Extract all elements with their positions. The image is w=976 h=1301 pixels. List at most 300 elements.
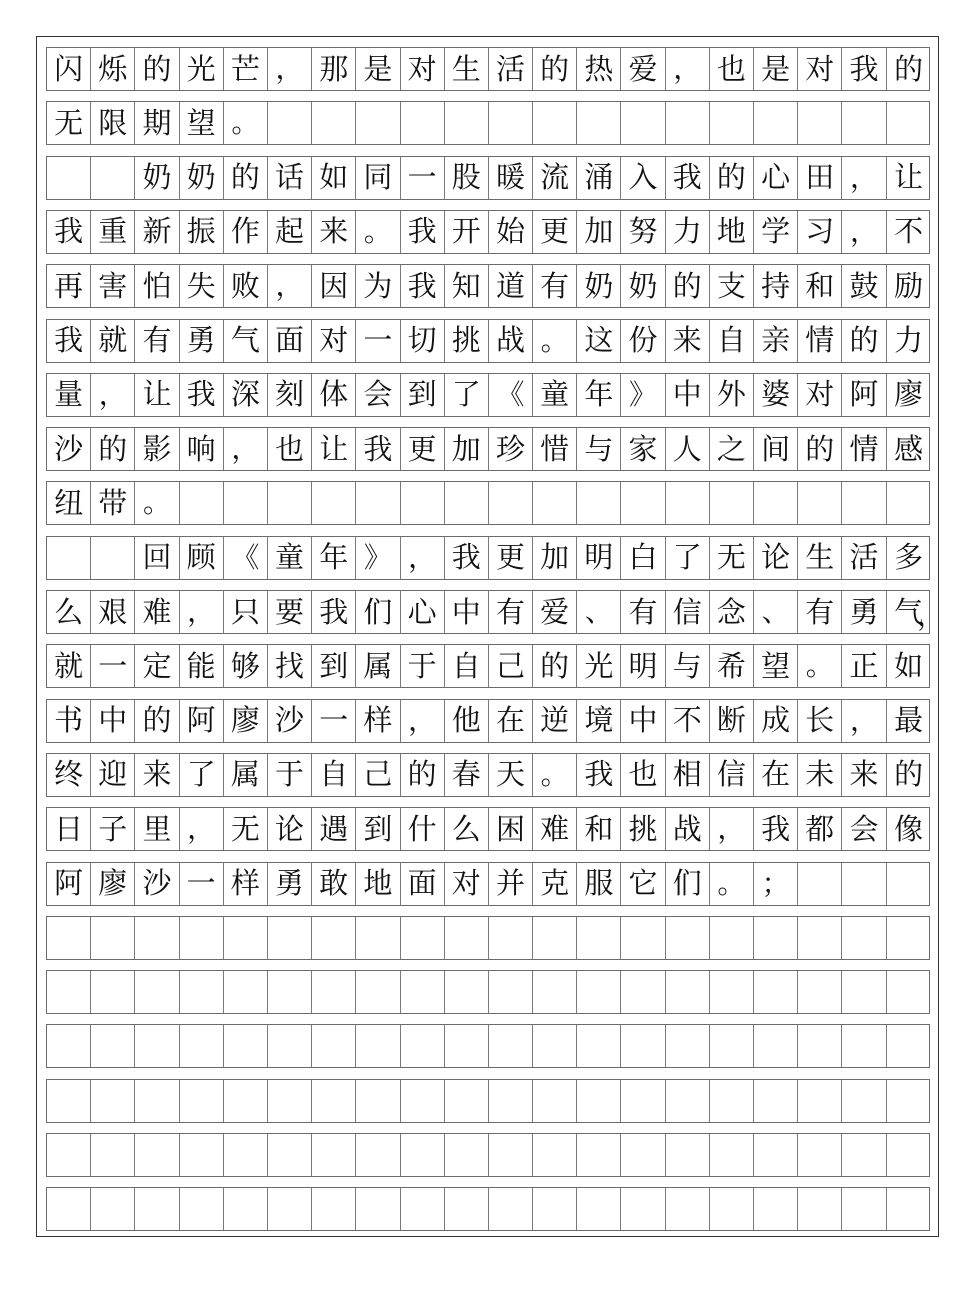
grid-cell [445, 1025, 489, 1067]
grid-cell: 属 [356, 645, 400, 687]
grid-cell [710, 482, 754, 524]
grid-cell: 、 [577, 591, 621, 633]
grid-cell: 珍 [489, 428, 533, 470]
grid-cell: 他 [445, 700, 489, 742]
grid-cell: 为 [356, 265, 400, 307]
grid-cell [489, 102, 533, 144]
grid-cell: 终 [47, 754, 91, 796]
grid-cell [666, 102, 710, 144]
grid-cell: 我 [401, 265, 445, 307]
grid-cell: 感 [894, 431, 924, 466]
grid-cell: 和 [798, 265, 842, 307]
grid-cell: 在 [754, 754, 798, 796]
grid-cell: 有 [135, 320, 179, 362]
grid-cell [842, 102, 886, 144]
grid-cell [135, 917, 179, 959]
grid-cell [445, 1188, 489, 1230]
grid-cell: 奶 [577, 265, 621, 307]
grid-cell: 的 [533, 48, 577, 90]
grid-cell: 更 [533, 211, 577, 253]
grid-cell [666, 1025, 710, 1067]
grid-cell [754, 102, 798, 144]
grid-cell [754, 1134, 798, 1176]
grid-cell: 努 [621, 211, 665, 253]
grid-cell [180, 1134, 224, 1176]
grid-cell [489, 971, 533, 1013]
grid-row [46, 699, 930, 743]
grid-cell [577, 971, 621, 1013]
grid-cell [135, 1134, 179, 1176]
grid-cell: 什 [401, 808, 445, 850]
grid-cell: 明 [621, 645, 665, 687]
grid-cell: 属 [224, 754, 268, 796]
grid-cell: 会 [356, 374, 400, 416]
grid-cell: 一 [91, 645, 135, 687]
grid-cell: 怕 [135, 265, 179, 307]
grid-cell: 学 [754, 211, 798, 253]
grid-row [46, 970, 930, 1014]
grid-cell: 惜 [533, 428, 577, 470]
grid-cell: 到 [356, 808, 400, 850]
grid-cell [489, 1134, 533, 1176]
grid-cell: 会 [842, 808, 886, 850]
grid-cell: 失 [180, 265, 224, 307]
grid-cell [47, 1080, 91, 1122]
grid-cell: 就 [47, 645, 91, 687]
grid-cell: 我 [842, 48, 886, 90]
grid-cell: 纽 [47, 482, 91, 524]
grid-cell: 无 [47, 102, 91, 144]
grid-cell: 如 [894, 648, 924, 683]
grid-cell [180, 1188, 224, 1230]
grid-cell: 。 [533, 320, 577, 362]
grid-cell: 爱 [621, 48, 665, 90]
grid-cell [489, 1080, 533, 1122]
grid-cell: 深 [224, 374, 268, 416]
grid-cell [533, 971, 577, 1013]
grid-cell: 迎 [91, 754, 135, 796]
grid-cell: 它 [621, 863, 665, 905]
grid-cell: 望 [754, 645, 798, 687]
grid-cell: 廖 [91, 863, 135, 905]
grid-cell: 与 [666, 645, 710, 687]
grid-cell: 长 [798, 700, 842, 742]
grid-cell: 》 [621, 374, 665, 416]
grid-cell [445, 482, 489, 524]
grid-cell: ， [401, 700, 445, 742]
grid-cell [312, 1188, 356, 1230]
grid-cell: 童 [268, 537, 312, 579]
grid-cell: 明 [577, 537, 621, 579]
grid-cell [312, 1134, 356, 1176]
grid-cell: 我 [666, 157, 710, 199]
grid-cell [577, 102, 621, 144]
grid-cell: 自 [710, 320, 754, 362]
grid-cell: 败 [224, 265, 268, 307]
grid-cell [91, 971, 135, 1013]
grid-cell: 来 [666, 320, 710, 362]
grid-cell [445, 1080, 489, 1122]
grid-cell: 的 [91, 428, 135, 470]
grid-cell: 在 [489, 700, 533, 742]
grid-cell: 更 [401, 428, 445, 470]
grid-cell [710, 1134, 754, 1176]
grid-cell: 励 [894, 268, 924, 303]
grid-cell: 正 [842, 645, 886, 687]
grid-cell [489, 1025, 533, 1067]
grid-cell: 地 [356, 863, 400, 905]
grid-cell [91, 537, 135, 579]
grid-cell [180, 1080, 224, 1122]
grid-cell: 作 [224, 211, 268, 253]
grid-cell: 振 [180, 211, 224, 253]
grid-cell [312, 971, 356, 1013]
grid-cell: 于 [268, 754, 312, 796]
grid-cell: 的 [894, 757, 924, 792]
grid-cell: 遇 [312, 808, 356, 850]
grid-cell [224, 917, 268, 959]
grid-row [46, 319, 930, 363]
grid-cell [533, 102, 577, 144]
grid-cell [533, 1188, 577, 1230]
grid-cell: 我 [312, 591, 356, 633]
grid-cell [621, 1025, 665, 1067]
grid-row [46, 481, 930, 525]
grid-cell: 沙 [268, 700, 312, 742]
grid-cell: 始 [489, 211, 533, 253]
grid-cell: 样 [356, 700, 400, 742]
grid-cell [577, 1188, 621, 1230]
grid-cell: 能 [180, 645, 224, 687]
grid-cell: 望 [180, 102, 224, 144]
grid-cell [577, 482, 621, 524]
grid-cell [798, 1080, 842, 1122]
grid-cell: 鼓 [842, 265, 886, 307]
grid-cell: 涌 [577, 157, 621, 199]
grid-cell [887, 1134, 931, 1176]
grid-cell [356, 482, 400, 524]
grid-cell: 对 [798, 48, 842, 90]
grid-cell [710, 1188, 754, 1230]
grid-cell [798, 1188, 842, 1230]
grid-cell [577, 917, 621, 959]
grid-cell: 重 [91, 211, 135, 253]
grid-cell: 对 [401, 48, 445, 90]
grid-cell [312, 482, 356, 524]
grid-row [46, 753, 930, 797]
grid-cell [224, 482, 268, 524]
grid-cell: 了 [445, 374, 489, 416]
grid-cell [577, 1080, 621, 1122]
grid-cell: 念 [710, 591, 754, 633]
grid-cell: 我 [577, 754, 621, 796]
grid-cell [798, 102, 842, 144]
grid-cell: 来 [312, 211, 356, 253]
grid-cell: 廖 [224, 700, 268, 742]
grid-cell: 话 [268, 157, 312, 199]
grid-cell: 困 [489, 808, 533, 850]
grid-cell: 信 [666, 591, 710, 633]
grid-cell: 。 [533, 754, 577, 796]
grid-cell: 勇 [268, 863, 312, 905]
grid-cell: 新 [135, 211, 179, 253]
grid-cell: 难 [533, 808, 577, 850]
grid-cell: 田 [798, 157, 842, 199]
grid-cell: 加 [445, 428, 489, 470]
grid-cell: 一 [356, 320, 400, 362]
grid-cell: 信 [710, 754, 754, 796]
grid-cell: 是 [754, 48, 798, 90]
grid-cell [180, 917, 224, 959]
grid-cell: 害 [91, 265, 135, 307]
grid-cell [533, 1134, 577, 1176]
grid-cell [887, 1080, 931, 1122]
grid-cell: 支 [710, 265, 754, 307]
grid-cell [887, 917, 931, 959]
grid-cell [180, 1025, 224, 1067]
grid-cell [798, 1025, 842, 1067]
grid-cell [135, 1188, 179, 1230]
grid-cell: 的 [135, 48, 179, 90]
grid-cell [533, 1025, 577, 1067]
grid-cell: 都 [798, 808, 842, 850]
grid-cell [312, 1080, 356, 1122]
grid-cell: 对 [445, 863, 489, 905]
grid-cell: 更 [489, 537, 533, 579]
grid-cell: 的 [135, 700, 179, 742]
grid-cell: 亲 [754, 320, 798, 362]
grid-cell: ， [842, 157, 886, 199]
grid-cell: 了 [180, 754, 224, 796]
margin-punctuation: ， [917, 599, 946, 632]
grid-cell: 服 [577, 863, 621, 905]
grid-cell [887, 102, 931, 144]
grid-cell: 对 [312, 320, 356, 362]
grid-cell: 对 [798, 374, 842, 416]
grid-cell [754, 482, 798, 524]
grid-cell: 们 [666, 863, 710, 905]
grid-cell: 。 [356, 211, 400, 253]
grid-cell: 了 [666, 537, 710, 579]
grid-cell: 心 [754, 157, 798, 199]
grid-cell: 战 [666, 808, 710, 850]
grid-cell: 是 [356, 48, 400, 90]
grid-cell: 加 [533, 537, 577, 579]
grid-row [46, 644, 930, 688]
grid-row [46, 373, 930, 417]
grid-cell: 找 [268, 645, 312, 687]
grid-cell: 知 [445, 265, 489, 307]
grid-cell: 奶 [180, 157, 224, 199]
grid-cell: 起 [268, 211, 312, 253]
grid-cell [268, 917, 312, 959]
grid-cell: 人 [666, 428, 710, 470]
grid-cell: 无 [224, 808, 268, 850]
grid-cell: 己 [356, 754, 400, 796]
grid-cell: 回 [135, 537, 179, 579]
grid-cell: 无 [710, 537, 754, 579]
grid-cell: 论 [754, 537, 798, 579]
grid-cell [842, 1134, 886, 1176]
grid-row [46, 427, 930, 471]
grid-row [46, 807, 930, 851]
grid-cell: 让 [894, 160, 924, 195]
grid-cell: 地 [710, 211, 754, 253]
grid-cell [224, 1134, 268, 1176]
grid-cell [710, 1080, 754, 1122]
grid-cell [445, 917, 489, 959]
grid-cell: ， [268, 48, 312, 90]
grid-cell: 芒 [224, 48, 268, 90]
grid-cell [621, 1188, 665, 1230]
grid-cell: 间 [754, 428, 798, 470]
grid-cell: 如 [312, 157, 356, 199]
grid-cell: 切 [401, 320, 445, 362]
grid-cell: 有 [798, 591, 842, 633]
grid-cell: 也 [710, 48, 754, 90]
grid-cell: ， [268, 265, 312, 307]
grid-cell: 就 [91, 320, 135, 362]
grid-cell [621, 1080, 665, 1122]
grid-cell: 带 [91, 482, 135, 524]
grid-cell [533, 1080, 577, 1122]
grid-cell: 这 [577, 320, 621, 362]
grid-cell: 来 [135, 754, 179, 796]
grid-cell [268, 1134, 312, 1176]
grid-cell: 年 [312, 537, 356, 579]
grid-cell [356, 102, 400, 144]
grid-cell [224, 1188, 268, 1230]
grid-cell: 面 [268, 320, 312, 362]
grid-cell: 气 [894, 594, 924, 629]
grid-cell [710, 1025, 754, 1067]
grid-cell: 敢 [312, 863, 356, 905]
grid-cell: 我 [445, 537, 489, 579]
grid-cell: 断 [710, 700, 754, 742]
grid-cell [268, 1025, 312, 1067]
grid-cell: 活 [842, 537, 886, 579]
grid-cell: 面 [401, 863, 445, 905]
grid-cell: 己 [489, 645, 533, 687]
grid-cell [533, 482, 577, 524]
grid-cell [268, 102, 312, 144]
grid-cell: 像 [894, 811, 924, 846]
grid-cell [489, 482, 533, 524]
grid-cell: 外 [710, 374, 754, 416]
grid-cell: 的 [710, 157, 754, 199]
grid-cell: 、 [754, 591, 798, 633]
grid-cell: ， [666, 48, 710, 90]
grid-cell [401, 482, 445, 524]
grid-cell [224, 1025, 268, 1067]
grid-cell: 限 [91, 102, 135, 144]
grid-cell: 阿 [47, 863, 91, 905]
grid-cell [666, 917, 710, 959]
grid-cell: 刻 [268, 374, 312, 416]
grid-cell: ， [710, 808, 754, 850]
grid-cell [401, 1188, 445, 1230]
grid-cell: 们 [356, 591, 400, 633]
grid-cell: 廖 [894, 377, 924, 412]
grid-cell [754, 1080, 798, 1122]
grid-cell: 流 [533, 157, 577, 199]
grid-cell [91, 1080, 135, 1122]
grid-cell: 与 [577, 428, 621, 470]
grid-cell [577, 1025, 621, 1067]
grid-cell: 我 [401, 211, 445, 253]
grid-cell [47, 1188, 91, 1230]
grid-cell: 爱 [533, 591, 577, 633]
grid-row [46, 1079, 930, 1123]
grid-cell [798, 1134, 842, 1176]
grid-cell: 份 [621, 320, 665, 362]
grid-cell [91, 157, 135, 199]
grid-cell [224, 1080, 268, 1122]
grid-cell: 我 [47, 211, 91, 253]
grid-cell: ， [224, 428, 268, 470]
grid-cell [356, 1080, 400, 1122]
grid-cell [268, 971, 312, 1013]
grid-cell: 的 [401, 754, 445, 796]
grid-cell: 光 [577, 645, 621, 687]
grid-cell: 开 [445, 211, 489, 253]
grid-cell [798, 482, 842, 524]
grid-cell: 。 [798, 645, 842, 687]
grid-cell [224, 971, 268, 1013]
grid-cell: 挑 [621, 808, 665, 850]
grid-cell: 顾 [180, 537, 224, 579]
grid-cell: 和 [577, 808, 621, 850]
grid-cell: 婆 [754, 374, 798, 416]
grid-cell: 么 [445, 808, 489, 850]
grid-cell: 多 [894, 540, 924, 575]
grid-cell [135, 971, 179, 1013]
grid-cell: 气 [224, 320, 268, 362]
grid-cell [47, 1025, 91, 1067]
grid-cell: 样 [224, 863, 268, 905]
grid-cell: 入 [621, 157, 665, 199]
grid-cell: 体 [312, 374, 356, 416]
grid-cell: 天 [489, 754, 533, 796]
grid-cell [445, 1134, 489, 1176]
grid-cell [356, 1134, 400, 1176]
grid-cell [754, 1025, 798, 1067]
grid-cell [887, 863, 931, 905]
grid-cell [798, 863, 842, 905]
grid-cell [621, 482, 665, 524]
grid-cell: 于 [401, 645, 445, 687]
grid-row [46, 590, 930, 634]
grid-cell: 书 [47, 700, 91, 742]
grid-cell [842, 1188, 886, 1230]
grid-cell [47, 971, 91, 1013]
grid-cell [268, 482, 312, 524]
grid-cell: 定 [135, 645, 179, 687]
grid-cell: 一 [312, 700, 356, 742]
grid-cell [666, 971, 710, 1013]
grid-cell [47, 537, 91, 579]
grid-cell: 。 [710, 863, 754, 905]
grid-cell: 挑 [445, 320, 489, 362]
grid-cell: 勇 [842, 591, 886, 633]
grid-cell [842, 917, 886, 959]
grid-cell: 加 [577, 211, 621, 253]
grid-cell [47, 1134, 91, 1176]
grid-cell [842, 971, 886, 1013]
grid-cell: 论 [268, 808, 312, 850]
grid-cell: ， [842, 211, 886, 253]
grid-cell [842, 863, 886, 905]
